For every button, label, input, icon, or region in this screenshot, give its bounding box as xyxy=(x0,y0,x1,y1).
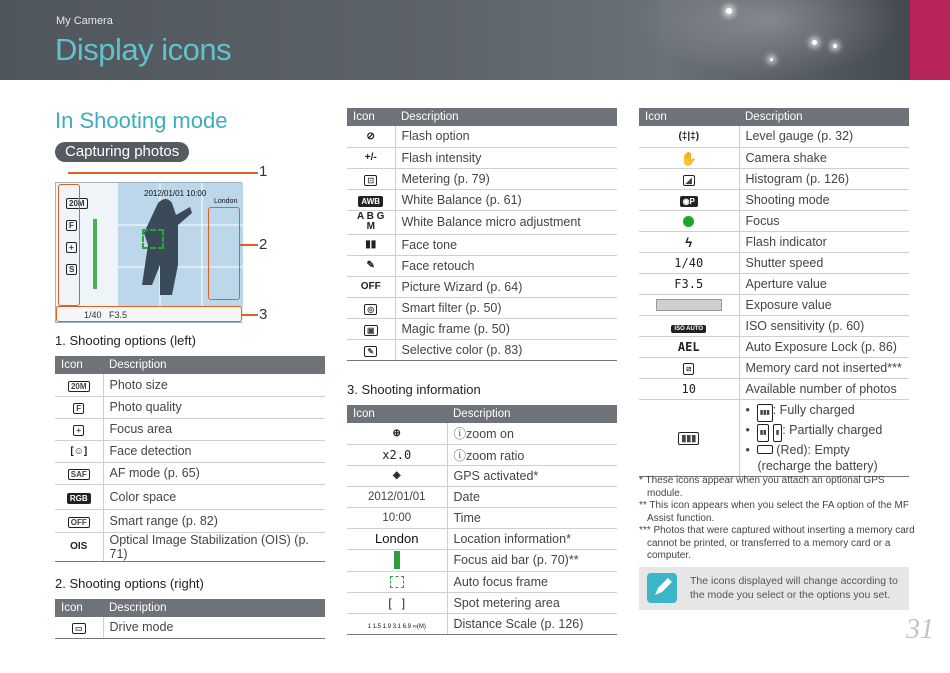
aperture-value: F3.5 xyxy=(674,276,704,291)
row-description: Flash intensity xyxy=(395,147,617,168)
col-icon: Icon xyxy=(347,108,395,126)
row-description: Focus aid bar (p. 70)** xyxy=(447,549,617,571)
date-value: 2012/01/01 xyxy=(347,486,447,507)
battery-empty-icon xyxy=(757,445,773,454)
row-description: Memory card not inserted*** xyxy=(739,357,909,378)
row-description: Focus area xyxy=(103,418,325,440)
distance-scale-icon: 1 1.5 1.9 3.1 6.9 ∞(M) xyxy=(367,623,426,630)
table-row xyxy=(347,297,617,318)
shutter-speed-value: 1/40 xyxy=(674,255,704,270)
iso-icon: ISO AUTO xyxy=(671,325,706,333)
callout-box-2 xyxy=(208,207,240,300)
white-balance-icon: AWB xyxy=(358,196,383,207)
table-row xyxy=(639,231,909,252)
row-description: Drive mode xyxy=(103,617,325,638)
table-row xyxy=(639,378,909,399)
table-row xyxy=(347,423,617,444)
battery-empty-item: • (Red): Empty (recharge the battery) xyxy=(745,442,878,473)
table-row xyxy=(639,399,909,476)
selective-color-icon: ✎ xyxy=(364,346,377,357)
smart-range-icon: OFF xyxy=(68,517,90,528)
table-row xyxy=(639,168,909,189)
battery-half-icon: ▮▮ xyxy=(757,424,770,442)
battery-full-item: • ▮▮▮ : Fully charged xyxy=(746,402,904,422)
table-row xyxy=(639,189,909,210)
histogram-icon: ◢ xyxy=(683,175,695,186)
face-retouch-icon: ✎ xyxy=(366,260,375,272)
table-row xyxy=(55,396,325,418)
row-description: Auto Exposure Lock (p. 86) xyxy=(739,336,909,357)
row-description: ISO sensitivity (p. 60) xyxy=(739,315,909,336)
row-description: Photo size xyxy=(103,374,325,396)
header-glow xyxy=(640,0,900,80)
table-row xyxy=(55,440,325,462)
battery-partial-text: : Partially charged xyxy=(782,422,883,437)
col-icon: Icon xyxy=(55,599,103,617)
left-icon-column: 20M F + S xyxy=(66,193,80,289)
row-description: Smart range (p. 82) xyxy=(103,509,325,532)
callout-box-3 xyxy=(56,306,242,322)
sparkle-decoration xyxy=(770,58,773,61)
callout-3: 3 xyxy=(259,306,268,323)
page-title: Display icons xyxy=(55,32,232,67)
table-row xyxy=(347,571,617,592)
color-space-icon: RGB xyxy=(67,493,91,504)
table-row xyxy=(639,252,909,273)
col-icon: Icon xyxy=(639,108,739,126)
col-icon: Icon xyxy=(347,405,447,423)
ael-icon: AEL xyxy=(677,339,700,354)
wb-micro-adjust-icon: A B G M xyxy=(357,211,385,232)
photo-quality-icon: F xyxy=(73,403,84,414)
table-shooting-options-left xyxy=(55,356,325,562)
flash-indicator-icon: ϟ xyxy=(685,234,693,250)
table-row xyxy=(55,484,325,509)
shooting-mode-icon: ◉P xyxy=(680,196,698,207)
table-row xyxy=(639,147,909,168)
page-header xyxy=(0,0,950,80)
table-row xyxy=(347,276,617,297)
af-frame xyxy=(142,229,164,249)
table-row xyxy=(55,532,325,561)
breadcrumb: My Camera xyxy=(56,15,113,27)
camera-shake-icon: ✋ xyxy=(680,150,697,166)
row-description: GPS activated* xyxy=(447,465,617,486)
row-description: ⓘzoom ratio xyxy=(447,444,617,465)
row-description: Camera shake xyxy=(739,147,909,168)
drive-mode-icon: ▭ xyxy=(72,623,86,634)
col-description: Description xyxy=(395,108,617,126)
af-mode-icon: SAF xyxy=(68,469,90,480)
table2-title: 2. Shooting options (right) xyxy=(55,576,204,591)
row-description: Magic frame (p. 50) xyxy=(395,318,617,339)
row-description: Level gauge (p. 32) xyxy=(739,126,909,147)
callout-2: 2 xyxy=(259,236,268,253)
row-description: Face detection xyxy=(103,440,325,462)
memory-card-icon: ⧄ xyxy=(683,363,694,375)
tip-text: The icons displayed will change according to the mode you select or the options you set. xyxy=(690,575,898,601)
row-description: Face retouch xyxy=(395,255,617,276)
col-icon: Icon xyxy=(55,356,103,374)
focus-aid-bar xyxy=(93,219,97,289)
focus-indicator-icon xyxy=(683,216,694,227)
table-row xyxy=(55,374,325,396)
section-title: In Shooting mode xyxy=(55,108,228,133)
callout-line-2 xyxy=(240,244,258,246)
table-row xyxy=(347,486,617,507)
level-gauge-icon: (‡|‡) xyxy=(678,130,700,142)
ois-icon: OIS xyxy=(70,541,88,553)
picture-wizard-icon: OFF xyxy=(360,281,381,293)
magic-frame-icon: ▣ xyxy=(364,325,378,336)
table-row xyxy=(55,462,325,484)
row-description: Histogram (p. 126) xyxy=(739,168,909,189)
battery-empty-text: (Red): Empty (recharge the battery) xyxy=(757,442,878,473)
col-description: Description xyxy=(739,108,909,126)
table-shooting-options-right xyxy=(55,599,325,639)
row-description: Picture Wizard (p. 64) xyxy=(395,276,617,297)
row-description: Metering (p. 79) xyxy=(395,168,617,189)
screen-location: London xyxy=(214,198,238,205)
col-description: Description xyxy=(447,405,617,423)
row-description: AF mode (p. 65) xyxy=(103,462,325,484)
battery-full-icon: ▮▮▮ xyxy=(757,404,773,422)
row-description: Available number of photos xyxy=(739,378,909,399)
table1-title: 1. Shooting options (left) xyxy=(55,333,196,348)
spot-metering-icon: [ ] xyxy=(388,596,406,611)
smart-filter-icon: ◎ xyxy=(364,304,377,315)
row-description: Photo quality xyxy=(103,396,325,418)
row-description: Shutter speed xyxy=(739,252,909,273)
callout-1: 1 xyxy=(259,163,268,180)
row-description: White Balance (p. 61) xyxy=(395,189,617,210)
callout-line-1 xyxy=(68,172,258,174)
row-description: Flash option xyxy=(395,126,617,147)
af-frame-icon xyxy=(390,576,404,588)
table-row xyxy=(347,507,617,528)
callout-line-3 xyxy=(242,314,258,316)
footnote: * These icons appear when you attach an optional GPS module. xyxy=(639,475,885,499)
exposure-value-icon xyxy=(656,299,722,311)
face-detection-icon: [☺] xyxy=(70,445,88,457)
table3-title: 3. Shooting information xyxy=(347,382,481,397)
row-description: Selective color (p. 83) xyxy=(395,339,617,360)
battery-icon: ▮▮▮ xyxy=(678,432,699,445)
table-row xyxy=(347,210,617,234)
pencil-icon xyxy=(647,573,677,603)
footnotes xyxy=(639,475,919,563)
battery-low-icon: ▮ xyxy=(773,424,782,442)
photo-size-icon: 20M xyxy=(68,381,90,392)
tip-box xyxy=(639,567,909,610)
gps-icon: ◈ xyxy=(392,470,401,482)
row-description: Spot metering area xyxy=(447,592,617,613)
row-description: Face tone xyxy=(395,234,617,255)
table-row xyxy=(639,126,909,147)
table-shooting-options-right-cont xyxy=(347,108,617,361)
table-row xyxy=(55,617,325,638)
battery-partial-item: • ▮▮ ▮ : Partially charged xyxy=(746,422,904,442)
metering-icon: ⊡ xyxy=(364,175,377,186)
row-description: Exposure value xyxy=(739,294,909,315)
callout-box-1 xyxy=(58,184,80,306)
table-row xyxy=(639,294,909,315)
screen-shutter: 1/40 xyxy=(84,310,102,320)
table-shooting-information-cont xyxy=(639,108,909,477)
table-row xyxy=(347,234,617,255)
table-row xyxy=(639,273,909,294)
table-row xyxy=(347,147,617,168)
time-value: 10:00 xyxy=(347,507,447,528)
table-row xyxy=(347,528,617,549)
table-row xyxy=(55,418,325,440)
sparkle-decoration xyxy=(812,40,817,45)
header-accent xyxy=(910,0,950,80)
zoom-ratio: x2.0 xyxy=(382,447,412,462)
focus-area-icon: + xyxy=(73,425,84,436)
col-description: Description xyxy=(103,599,325,617)
table-row xyxy=(639,315,909,336)
focus-aid-bar-icon xyxy=(394,551,400,569)
row-description: Focus xyxy=(739,210,909,231)
row-description: Auto focus frame xyxy=(447,571,617,592)
row-description: ⓘzoom on xyxy=(447,423,617,444)
row-description: Smart filter (p. 50) xyxy=(395,297,617,318)
screen-aperture: F3.5 xyxy=(109,310,128,320)
row-description: Flash indicator xyxy=(739,231,909,252)
table-row xyxy=(347,168,617,189)
row-description: Color space xyxy=(103,484,325,509)
flash-option-icon: ⊘ xyxy=(366,130,375,142)
row-description: Shooting mode xyxy=(739,189,909,210)
table-row xyxy=(639,210,909,231)
row-description: Time xyxy=(447,507,617,528)
battery-full-text: : Fully charged xyxy=(772,402,855,417)
table-row xyxy=(347,613,617,634)
row-description: Location information* xyxy=(447,528,617,549)
row-description: Distance Scale (p. 126) xyxy=(447,613,617,634)
col-description: Description xyxy=(103,356,325,374)
table-row xyxy=(347,339,617,360)
page-number: 31 xyxy=(906,614,934,645)
row-description: White Balance micro adjustment xyxy=(395,210,617,234)
table-row xyxy=(639,336,909,357)
section-pill: Capturing photos xyxy=(55,142,189,162)
zoom-icon: ⊕ xyxy=(392,427,401,439)
face-tone-icon: ▮▮ xyxy=(365,239,377,251)
row-description: Aperture value xyxy=(739,273,909,294)
table-row xyxy=(347,444,617,465)
footnote: *** Photos that were captured without inserting a memory card cannot be printed, or transferred to a memory card or a computer. xyxy=(639,525,915,561)
table-row xyxy=(55,509,325,532)
sparkle-decoration xyxy=(726,8,732,14)
table-row xyxy=(639,357,909,378)
screen-date: 2012/01/01 10:00 xyxy=(144,189,207,198)
table-row xyxy=(347,126,617,147)
available-photos-value: 10 xyxy=(681,381,696,396)
footnote: ** This icon appears when you select the FA option of the MF Assist function. xyxy=(639,500,909,524)
table-row xyxy=(347,549,617,571)
table-row xyxy=(347,255,617,276)
table-row xyxy=(347,592,617,613)
table-row xyxy=(347,318,617,339)
table-shooting-information xyxy=(347,405,617,635)
row-description: Optical Image Stabilization (OIS) (p. 71) xyxy=(103,532,325,561)
flash-intensity-icon: +/- xyxy=(364,152,377,164)
sparkle-decoration xyxy=(833,44,837,48)
location-value: London xyxy=(347,528,447,549)
row-description: Date xyxy=(447,486,617,507)
table-row xyxy=(347,465,617,486)
table-row xyxy=(347,189,617,210)
